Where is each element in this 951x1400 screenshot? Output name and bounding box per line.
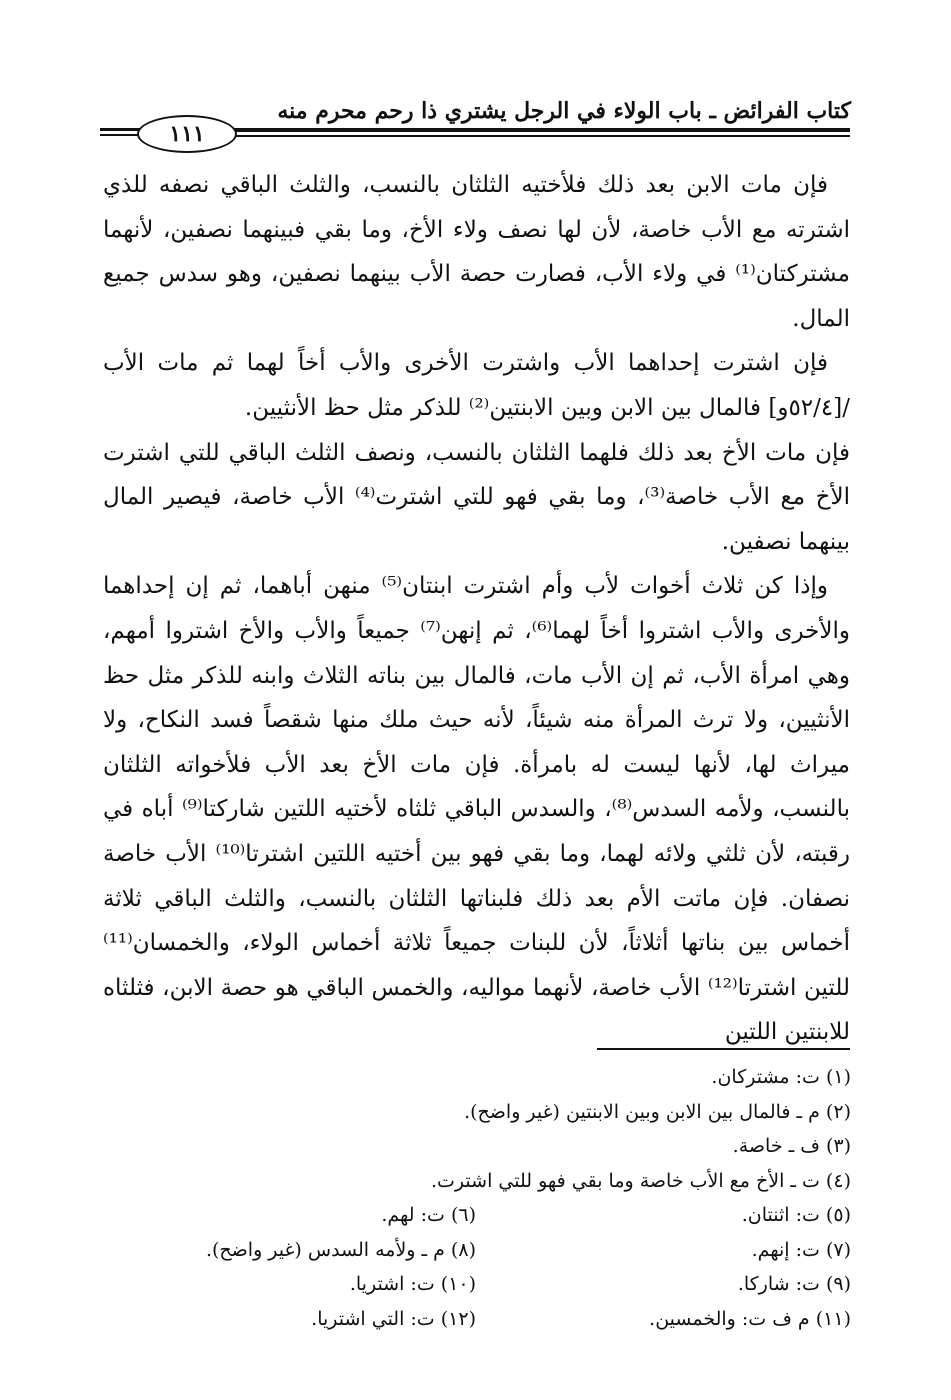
paragraph: فإن مات الأخ بعد ذلك فلهما الثلثان بالنسب، ونصف الثلث الباقي للتي اشترت الأخ مع الأب خاصة⁽³⁾، وما بقي فهو للتي اشترت⁽⁴⁾ الأب خاصة، فيصير المال بينهما نصفين. [103, 439, 850, 555]
paragraph: وإذا كن ثلاث أخوات لأب وأم اشترت ابنتان⁽⁵⁾ منهن أباهما، ثم إن إحداهما والأخرى والأب اشتروا أخاً لهما⁽⁶⁾، ثم إنهن⁽⁷⁾ جميعاً والأب والأخ اشتروا أمهم، وهي امرأة الأب، ثم إن الأب مات، فالمال بين بناته الثلاث وابنه للذكر مثل حظ الأنثيين، ولا ترث المرأة منه شيئاً، لأنه حيث ملك منها شقصاً فسد النكاح، ولا ميراث لها، لأنها ليست له بامرأة. فإن مات الأخ بعد الأب فلأخواته الثلثان بالنسب، ولأمه السدس⁽⁸⁾، والسدس الباقي ثلثاه لأختيه اللتين شاركتا⁽⁹⁾ أباه في رقبته، لأن ثلثي ولائه لهما، وما بقي فهو بين أختيه اللتين اشترتا⁽¹⁰⁾ الأب خاصة نصفان. فإن ماتت الأم بعد ذلك فلبناتها الثلثان بالنسب، والثلث الباقي ثلاثة أخماس بين بناتها أثلاثاً، لأن للبنات جميعاً ثلاثة أخماس الولاء، والخمسان⁽¹¹⁾ للتين اشترتا⁽¹²⁾ الأب خاصة، لأنهما مواليه، والخمس الباقي هو حصة الابن، فثلثاه للابنتين اللتين [103, 573, 850, 1046]
paragraph: فإن اشترت إحداهما الأب واشترت الأخرى والأب أخاً لهما ثم مات الأب /[٥٢/٤و] فالمال بين الابن وبين الابنتين⁽²⁾ للذكر مثل حظ الأنثيين. [103, 350, 850, 421]
footnote: (١٠) ت: اشتريا. [349, 1273, 476, 1295]
footnote: (١) ت: مشتركان. [711, 1066, 851, 1088]
footnote-separator [597, 1048, 850, 1050]
footnote: (٩) ت: شاركا. [737, 1273, 851, 1295]
paragraph: فإن مات الابن بعد ذلك فلأختيه الثلثان بالنسب، والثلث الباقي نصفه للذي اشترته مع الأب خاصة، لأن لها نصف ولاء الأخ، وما بقي فبينهما نصفين، لأنهما مشتركتان⁽¹⁾ في ولاء الأب، فصارت حصة الأب بينهما نصفين، وهو سدس جميع المال. [103, 172, 850, 332]
page-number: ١١١ [137, 115, 237, 153]
footnote: (٨) م ـ ولأمه السدس (غير واضح). [205, 1238, 476, 1261]
footnote: (٣) ف ـ خاصة. [732, 1135, 851, 1157]
footnotes [101, 1060, 851, 1336]
footnote: (٢) م ـ فالمال بين الابن وبين الابنتين (غير واضح). [464, 1100, 851, 1123]
footnote: (٤) ت ـ الأخ مع الأب خاصة وما بقي فهو للتي اشترت. [431, 1169, 851, 1192]
footnote: (٧) ت: إنهم. [751, 1238, 851, 1261]
footnote: (١٢) ت: التي اشتريا. [311, 1307, 476, 1330]
footnote: (٥) ت: اثنتان. [741, 1204, 851, 1226]
main-text [103, 163, 850, 1055]
footnote: (١١) م ف ت: والخمسين. [649, 1307, 851, 1330]
header-rule [147, 128, 850, 132]
chapter-title: كتاب الفرائض ـ باب الولاء في الرجل يشتري ذا رحم محرم منه [277, 98, 851, 124]
footnote: (٦) ت: لهم. [381, 1204, 476, 1226]
header-rule [147, 135, 850, 137]
